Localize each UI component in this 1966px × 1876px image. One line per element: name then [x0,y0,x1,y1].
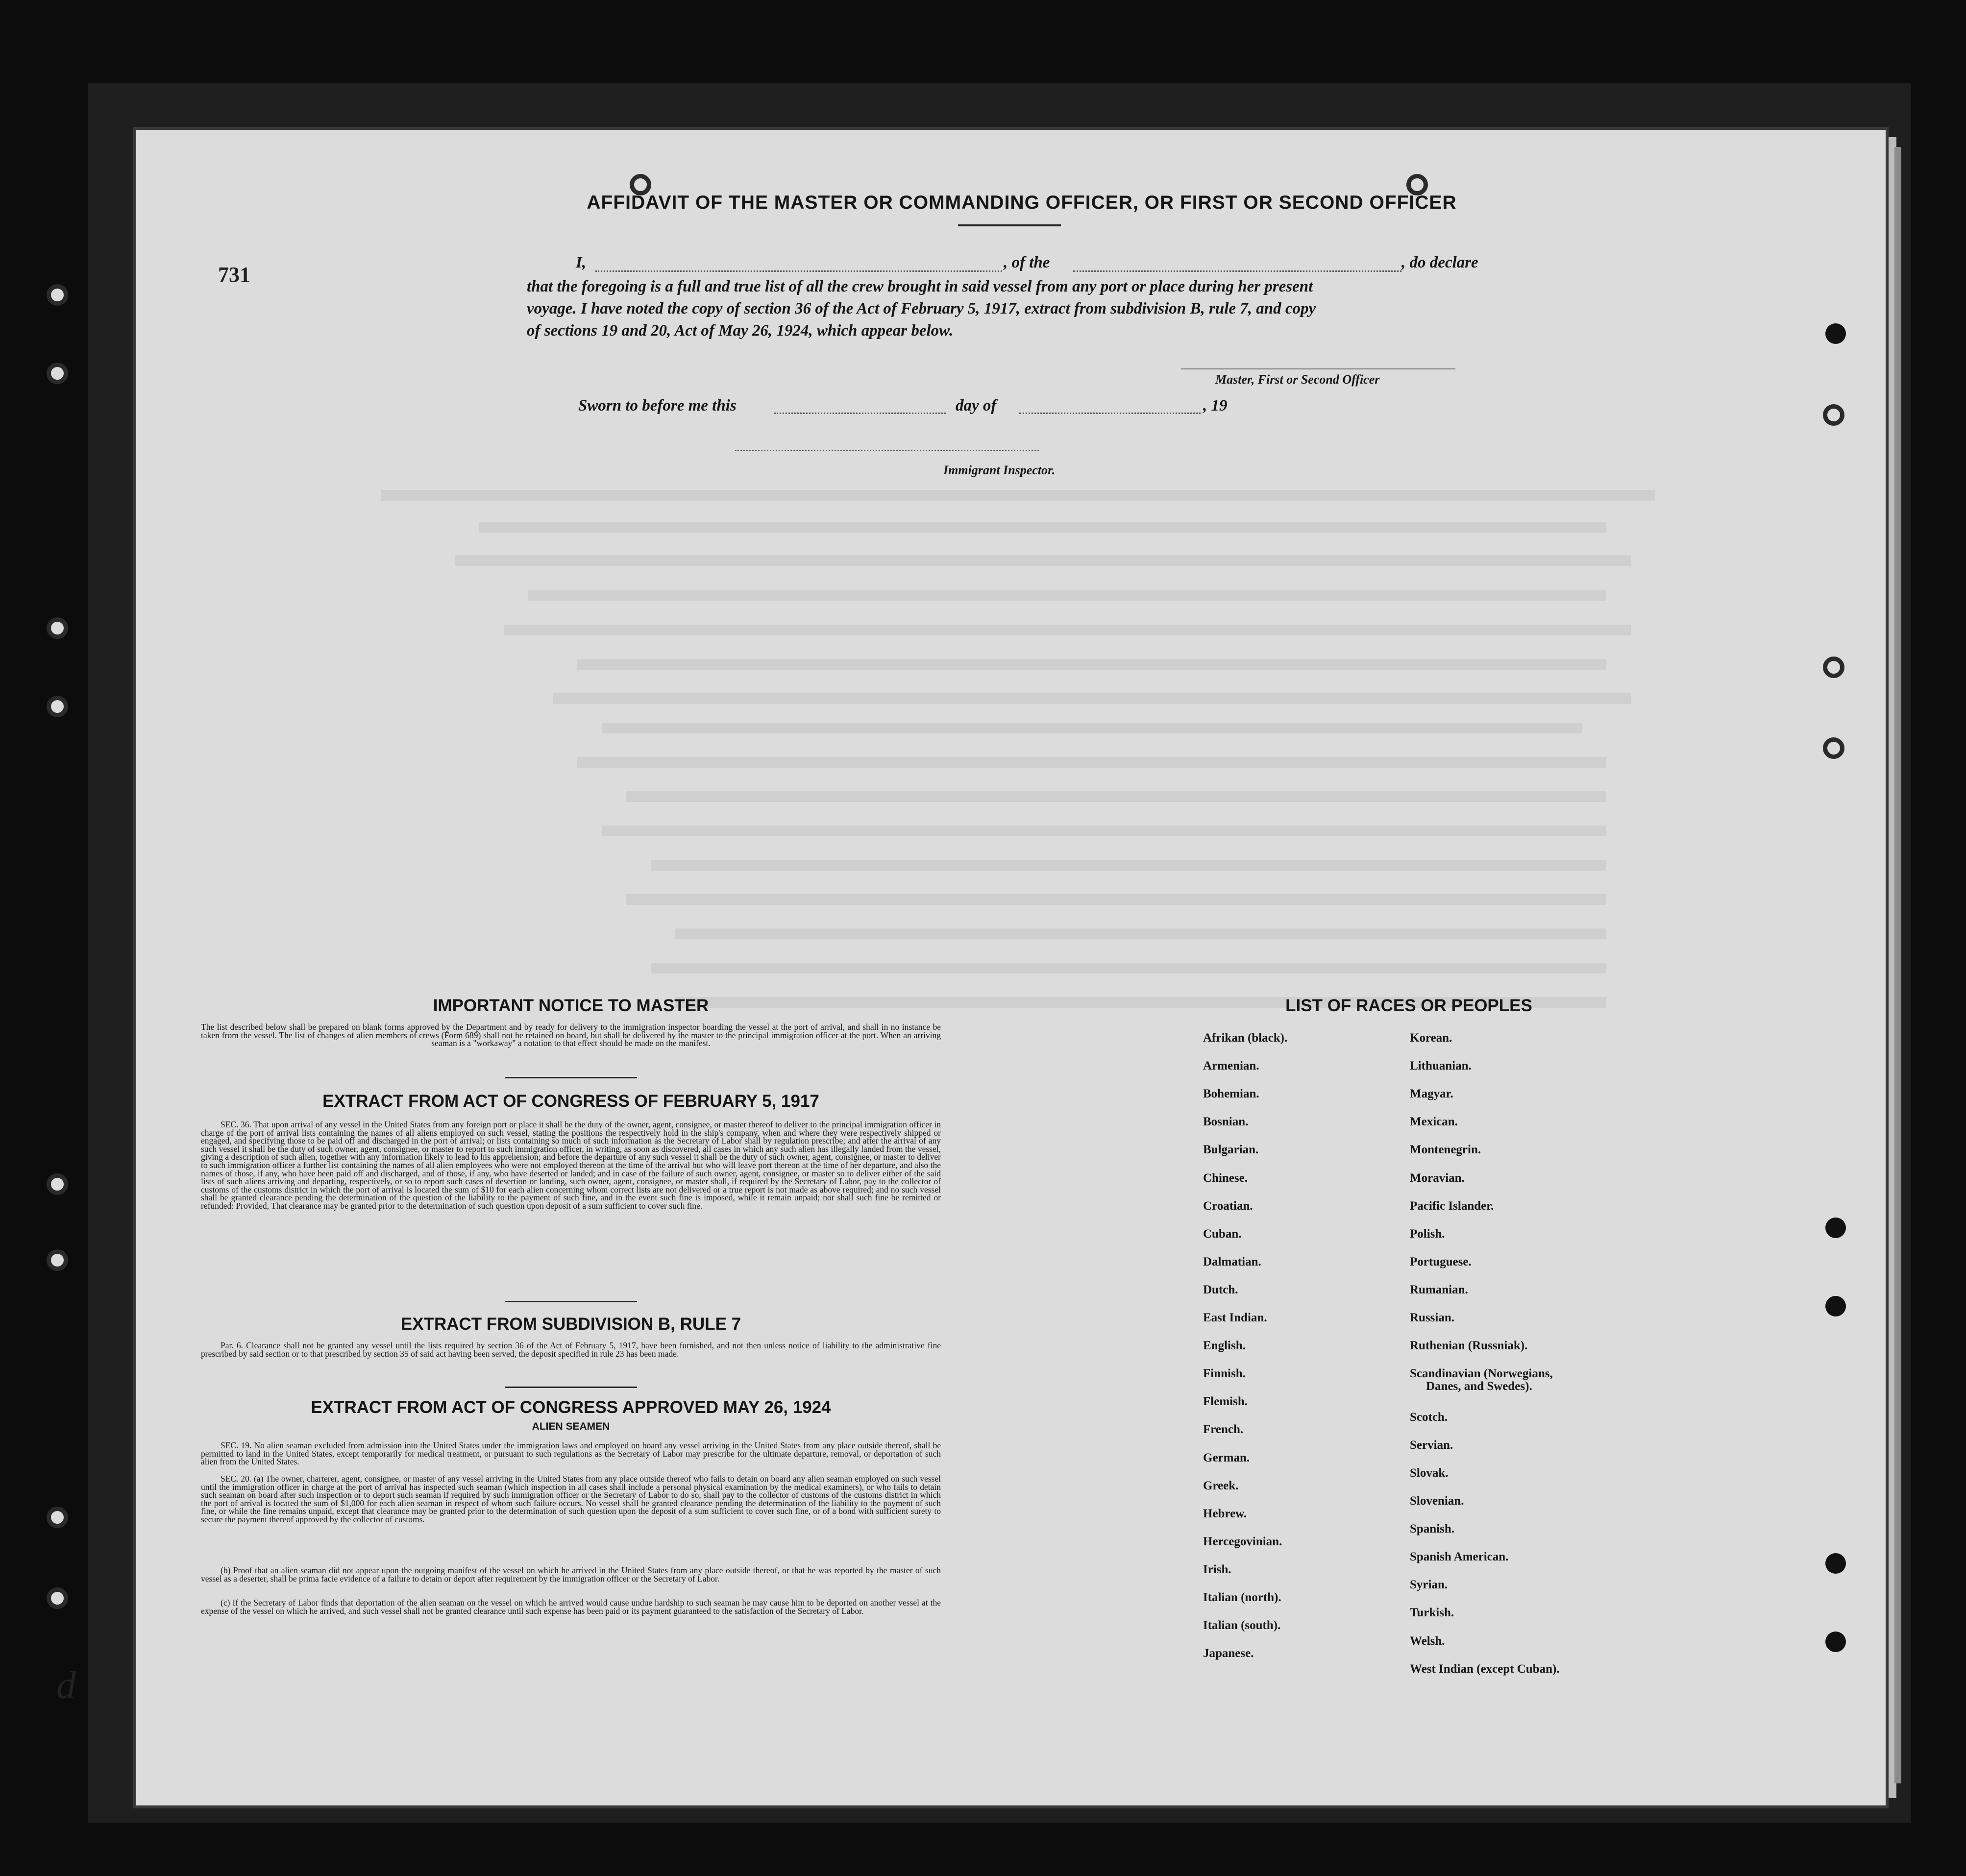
race-item: Bohemian. [1203,1087,1259,1101]
divider-3 [505,1387,637,1388]
race-item: Montenegrin. [1410,1143,1481,1157]
notice-text: The list described below shall be prepared on blank forms approved by the Department and by ready for delivery to the immigration inspector boarding the vessel at the port of arrival, and shall in no instance be taken from the vessel. The list of changes of alien members of crews (Form 689) shall not be retained on board, but shall be delivered by the master to the principal immigration officer at the port. When an arriving seaman is a "workaway" a notation to that effect should be made on the manifest. [201,1022,941,1048]
race-item: Italian (south). [1203,1619,1281,1632]
sec19-text: SEC. 19. No alien seaman excluded from admission into the United States under the immigration laws and employed on board any vessel arriving in the United States from any place outside thereof, shall be permitted to land in the United States, except temporarily for medical treatment, or pursuant to such regulations as the Secretary of Labor may prescribe for the ultimate departure, removal, or deportation of such alien from the United States. [201,1440,941,1467]
race-item: Bosnian. [1203,1115,1249,1129]
race-item: Hercegovinian. [1203,1535,1282,1548]
race-item: Scandinavian (Norwegians, [1410,1367,1553,1381]
race-item: Russian. [1410,1311,1455,1324]
race-item: Dalmatian. [1203,1255,1261,1268]
race-item: Servian. [1410,1438,1453,1452]
declarant-label: I, [576,254,587,271]
extract-1924-title: EXTRACT FROM ACT OF CONGRESS APPROVED MAY 26, 1924 [311,1398,831,1417]
extract-1917-title: EXTRACT FROM ACT OF CONGRESS OF FEBRUARY 5, 1917 [322,1092,819,1111]
notice-title: IMPORTANT NOTICE TO MASTER [433,996,709,1015]
race-item: Italian (north). [1203,1591,1281,1604]
race-item: Hebrew. [1203,1507,1247,1520]
race-item: Japanese. [1203,1647,1254,1660]
race-item: Croatian. [1203,1199,1253,1213]
page-edge-shadow [1894,147,1901,1783]
race-item: Spanish. [1410,1522,1455,1536]
race-item: Moravian. [1410,1171,1465,1185]
race-item: Slovak. [1410,1466,1449,1480]
race-item: Armenian. [1203,1059,1259,1073]
race-item: Korean. [1410,1031,1452,1045]
document-page [136,130,1886,1805]
race-item: Magyar. [1410,1087,1453,1101]
race-item: Cuban. [1203,1227,1242,1241]
sworn-label: Sworn to before me this [578,397,737,414]
race-item: Rumanian. [1410,1283,1468,1296]
race-item: Turkish. [1410,1606,1454,1620]
rule7-text: Par. 6. Clearance shall not be granted any vessel until the lists required by section 36 of the Act of February 5, 1917, have been furnished, and not then unless notice of liability to the administrative fine prescribed by said section or to that prescribed by section 35 of said act having been served, the deposit specified in rule 23 has been made. [201,1340,941,1359]
races-title: LIST OF RACES OR PEOPLES [1285,996,1532,1015]
sec20b-text: (b) Proof that an alien seaman did not appear upon the outgoing manifest of the vessel on which he arrived in the United States from any place outside thereof, or that he was reported by the master of such vessel as a deserter, shall be prima facie evidence of a failure to detain or deport after requirement by the immigration officer or the Secretary of Labor. [201,1565,941,1584]
race-item: Syrian. [1410,1578,1448,1592]
race-item: French. [1203,1423,1244,1437]
vessel-name-field[interactable] [1073,270,1401,272]
race-item: Bulgarian. [1203,1143,1259,1157]
race-item: West Indian (except Cuban). [1410,1662,1560,1676]
race-item: German. [1203,1451,1250,1464]
inspector-signature-field[interactable] [735,450,1039,451]
race-item: Irish. [1203,1562,1231,1576]
officer-caption: Master, First or Second Officer [1215,372,1380,387]
affidavit-line-2: that the foregoing is a full and true list of all the crew brought in said vessel from any port or place during her present [527,278,1313,295]
race-item: Flemish. [1203,1395,1248,1409]
race-item: Mexican. [1410,1115,1458,1129]
affidavit-line-3: voyage. I have noted the copy of section 36 of the Act of February 5, 1917, extract from subdivision B, rule 7, and copy [527,300,1316,317]
race-item: Danes, and Swedes). [1426,1379,1532,1393]
officer-signature-line[interactable] [1181,368,1455,369]
divider-1 [505,1077,637,1078]
affidavit-line-4: of sections 19 and 20, Act of May 26, 1924, which appear below. [527,322,954,340]
race-item: East Indian. [1203,1311,1267,1324]
corner-number: 731 [218,263,250,287]
race-item: Dutch. [1203,1283,1238,1296]
race-item: Polish. [1410,1227,1445,1241]
race-item: Spanish American. [1410,1550,1509,1564]
vessel-label: , of the [1004,254,1050,271]
race-item: Finnish. [1203,1367,1246,1381]
sec20a-text: SEC. 20. (a) The owner, charterer, agent, consignee, or master of any vessel arriving in the United States from any place outside thereof who fails to detain on board any alien seaman employed on such vessel until the immigration officer in charge at the port of arrival has inspected such seaman (which inspection in all cases shall include a personal physical examination by the medical examiners), or who fails to detain such seaman on board after such inspection or to deport such seaman if required by such immigration officer or the Secretary of Labor to do so, shall pay to the collector of customs of the customs district in which the port of arrival is located the sum of $1,000 for each alien seaman in respect of whom such failure occurs. No vessel shall be granted clearance pending the determination of the liability to the payment of such fine, or while the fine remains unpaid, except that clearance may be granted prior to the determination of such question upon the deposit of a sum sufficient to cover such fine, or of a bond with sufficient surety to secure the payment thereof approved by the collector of customs. [201,1474,941,1524]
sworn-day-field[interactable] [774,413,946,414]
race-item: English. [1203,1339,1246,1353]
race-item: Afrikan (black). [1203,1031,1288,1045]
race-item: Ruthenian (Russniak). [1410,1339,1528,1353]
title-rule [958,224,1061,226]
divider-2 [505,1301,637,1302]
race-item: Greek. [1203,1479,1239,1492]
affidavit-title: AFFIDAVIT OF THE MASTER OR COMMANDING OFFICER, OR FIRST OR SECOND OFFICER [587,192,1457,213]
inspector-caption: Immigrant Inspector. [943,463,1056,477]
race-item: Slovenian. [1410,1494,1464,1508]
rule7-title: EXTRACT FROM SUBDIVISION B, RULE 7 [400,1315,741,1334]
race-item: Portuguese. [1410,1255,1472,1268]
race-item: Pacific Islander. [1410,1199,1494,1213]
sec20c-text: (c) If the Secretary of Labor finds that deportation of the alien seaman on the vessel on which he arrived would cause undue hardship to such seaman he may cause him to be deported on another vessel at the expense of the vessel on which he arrived, and such vessel shall not be granted clearance until such expense has been paid or its payment guaranteed to the satisfaction of the Secretary of Labor. [201,1598,941,1616]
year-label: , 19 [1203,397,1228,414]
extract-1924-subtitle: ALIEN SEAMEN [532,1421,610,1432]
race-item: Welsh. [1410,1634,1445,1648]
handwritten-mark: d [56,1664,76,1707]
extract-1917-text: SEC. 36. That upon arrival of any vessel in the United States from any foreign port or place it shall be the duty of the owner, agent, consignee, or master thereof to deliver to the principal immigration officer in charge of the port of arrival lists containing the names of all aliens employed on such vessel, stating the positions the respectively hold in the ship's company, when and where they were respectively shipped or engaged, and specifying those to be paid off and discharged in the port of arrival; or lists containing so much of such information as the Secretary of Labor shall by regulation prescribe; and after the arrival of any such vessel it shall be the duty of such owner, agent, consignee, or master to report to such immigration officer, in writing, as soon as discovered, all cases in which any such alien has illegally landed from the vessel, giving a description of such alien, together with any information likely to lead to his apprehension; and before the departure of any such vessel it shall be the duty of such owner, agent, consignee, or master to deliver to such immigration officer a further list containing the names of all alien employees who were not employed thereon at the time of the arrival but who will leave port thereon at the time of her departure, and also the names of those, if any, who have been paid off and discharged, and of those, if any, who have deserted or landed; and in case of the failure of such owner, agent, consignee, or master so to deliver either of the said lists of such aliens arriving and departing, respectively, or so to report such cases of desertion or landing, such owner, agent, consignee, or master shall, if required by the Secretary of Labor, pay to the collector of customs of the customs district in which the port of arrival is located the sum of $10 for each alien concerning whom correct lists are not delivered or a true report is not made as above required; and no such vessel shall be granted clearance pending the determination of the question of the liability to the payment of such fine, and in the event such fine is imposed, while it remain unpaid; nor shall such fine be remitted or refunded: Provided, That clearance may be granted prior to the determination of such question upon deposit of a sum sufficient to cover such fine. [201,1120,941,1211]
race-item: Chinese. [1203,1171,1248,1185]
race-item: Lithuanian. [1410,1059,1472,1073]
race-item: Scotch. [1410,1410,1448,1424]
day-of-label: day of [956,397,997,414]
declare-label: , do declare [1401,254,1478,271]
declarant-name-field[interactable] [595,270,1002,272]
sworn-month-field[interactable] [1019,413,1201,414]
